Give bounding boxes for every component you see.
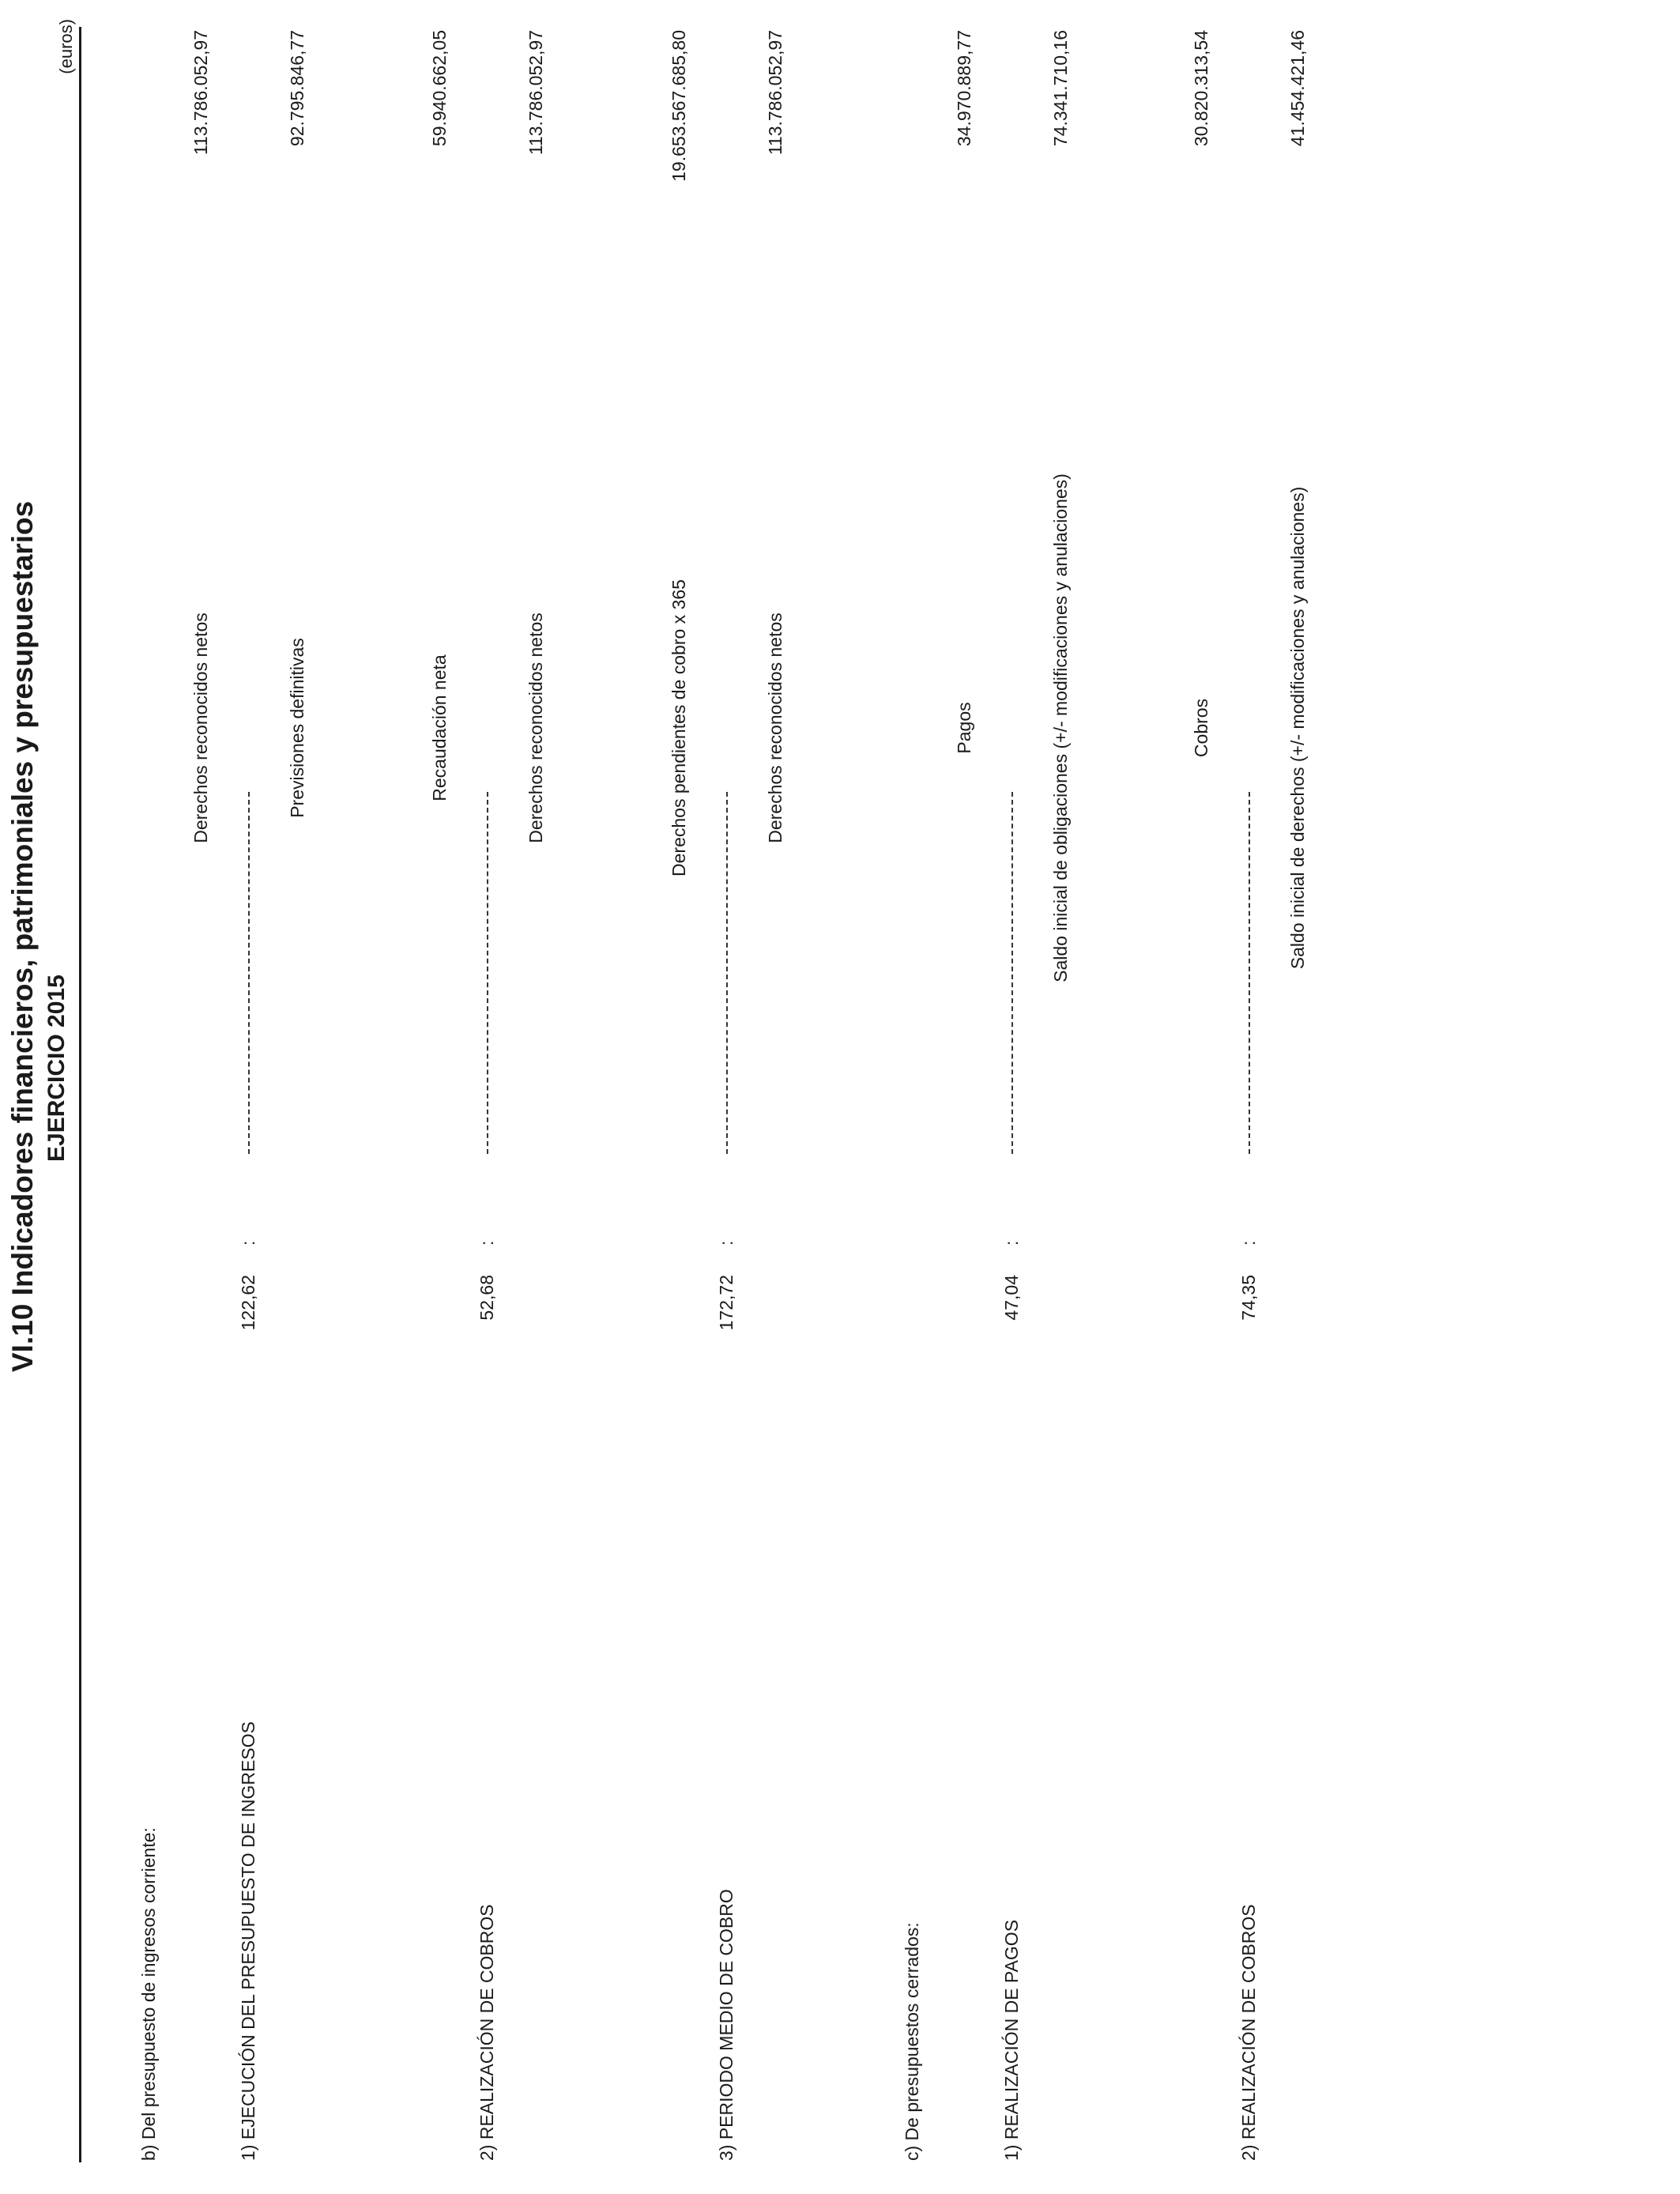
numerator-label: Cobros bbox=[1191, 698, 1211, 758]
fiscal-year-subtitle: EJERCICIO 2015 bbox=[43, 974, 70, 1162]
indicator-ratio: 74,35 bbox=[1238, 1275, 1259, 1321]
denominator-value: 113.786.052,97 bbox=[765, 30, 785, 156]
numerator-label: Pagos bbox=[954, 702, 974, 754]
denominator-value: 113.786.052,97 bbox=[525, 30, 546, 156]
indicator-colon: : bbox=[477, 1240, 497, 1246]
numerator-value: 19.653.567.685,80 bbox=[669, 30, 689, 182]
numerator-value: 30.820.313,54 bbox=[1191, 30, 1211, 147]
numerator-label: Derechos reconocidos netos bbox=[190, 613, 211, 843]
denominator-value: 74.341.710,16 bbox=[1050, 30, 1071, 147]
denominator-label: Derechos reconocidos netos bbox=[525, 613, 546, 843]
numerator-value: 34.970.889,77 bbox=[954, 30, 974, 147]
indicator-colon: : bbox=[716, 1240, 736, 1246]
currency-units: (euros) bbox=[56, 19, 76, 74]
indicator-label: 2) REALIZACIÓN DE COBROS bbox=[1238, 1904, 1259, 2161]
indicator-colon: : bbox=[1238, 1240, 1259, 1246]
fraction-line bbox=[1011, 792, 1013, 1154]
fraction-line bbox=[726, 792, 728, 1154]
numerator-label: Derechos pendientes de cobro x 365 bbox=[669, 579, 689, 876]
indicator-label: 1) REALIZACIÓN DE PAGOS bbox=[1001, 1919, 1022, 2161]
indicator-ratio: 122,62 bbox=[238, 1275, 258, 1331]
section-heading: b) Del presupuesto de ingresos corriente: bbox=[138, 1827, 159, 2161]
page-title: VI.10 Indicadores financieros, patrimoniales y presupuestarios bbox=[6, 500, 39, 1372]
indicator-colon: : bbox=[238, 1240, 258, 1246]
denominator-value: 92.795.846,77 bbox=[287, 30, 307, 147]
denominator-value: 41.454.421,46 bbox=[1287, 30, 1308, 147]
section-heading: c) De presupuestos cerrados: bbox=[902, 1922, 922, 2161]
denominator-label: Previsiones definitivas bbox=[287, 638, 307, 818]
indicator-label: 2) REALIZACIÓN DE COBROS bbox=[477, 1904, 497, 2161]
indicator-ratio: 47,04 bbox=[1001, 1275, 1022, 1321]
indicator-label: 1) EJECUCIÓN DEL PRESUPUESTO DE INGRESOS bbox=[238, 1721, 258, 2161]
indicator-ratio: 172,72 bbox=[716, 1275, 736, 1331]
fraction-line bbox=[487, 792, 488, 1154]
indicator-label: 3) PERIODO MEDIO DE COBRO bbox=[716, 1889, 736, 2161]
fraction-line bbox=[248, 792, 250, 1154]
denominator-label: Saldo inicial de derechos (+/- modificaciones y anulaciones) bbox=[1287, 486, 1308, 970]
denominator-label: Saldo inicial de obligaciones (+/- modificaciones y anulaciones) bbox=[1050, 473, 1071, 982]
denominator-label: Derechos reconocidos netos bbox=[765, 613, 785, 843]
fraction-line bbox=[1249, 792, 1250, 1154]
header-rule bbox=[79, 27, 81, 2162]
indicator-colon: : bbox=[1001, 1240, 1022, 1246]
numerator-value: 59.940.662,05 bbox=[429, 30, 450, 147]
numerator-label: Recaudación neta bbox=[429, 654, 450, 801]
indicator-ratio: 52,68 bbox=[477, 1275, 497, 1321]
numerator-value: 113.786.052,97 bbox=[190, 30, 211, 156]
